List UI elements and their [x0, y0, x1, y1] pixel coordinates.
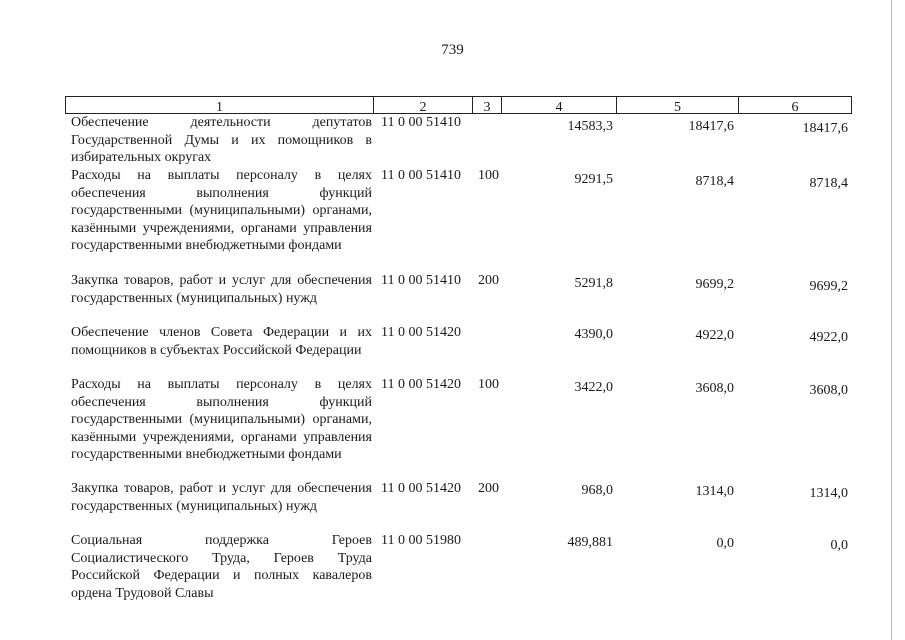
row-code: 11 0 00 51420 [381, 325, 461, 340]
row-code: 11 0 00 51980 [381, 533, 461, 548]
row-value-col5: 4922,0 [695, 328, 734, 343]
row-description: Расходы на выплаты персоналу в целях обеспечения выполнения функций государственными (муниципальными) органами, казёнными учреждениями, органами управления государственными внебюджетными фондами [71, 377, 372, 463]
row-value-col6: 3608,0 [809, 383, 848, 398]
row-value-col6: 8718,4 [809, 176, 848, 191]
row-value-col5: 3608,0 [695, 381, 734, 396]
page-number: 739 [441, 42, 464, 58]
table-header [65, 96, 852, 114]
row-value-col6: 0,0 [830, 538, 848, 553]
row-value-col6: 4922,0 [809, 330, 848, 345]
row-vr: 100 [478, 168, 499, 183]
row-value-col6: 18417,6 [802, 121, 848, 136]
row-value-col5: 0,0 [716, 536, 734, 551]
row-value-col4: 14583,3 [567, 119, 613, 134]
row-value-col4: 4390,0 [574, 327, 613, 342]
row-value-col5: 18417,6 [688, 119, 734, 134]
row-vr: 200 [478, 481, 499, 496]
row-value-col4: 968,0 [581, 483, 613, 498]
row-value-col5: 1314,0 [695, 484, 734, 499]
header-col-5: 5 [616, 97, 738, 113]
row-code: 11 0 00 51410 [381, 115, 461, 130]
row-code: 11 0 00 51410 [381, 273, 461, 288]
row-value-col6: 9699,2 [809, 279, 848, 294]
row-value-col4: 9291,5 [574, 172, 613, 187]
row-description: Социальная поддержка Героев Социалистического Труда, Героев Труда Российской Федерации и полных кавалеров ордена Трудовой Славы [71, 533, 372, 601]
row-description: Закупка товаров, работ и услуг для обеспечения государственных (муниципальных) нужд [71, 273, 372, 306]
row-vr: 200 [478, 273, 499, 288]
header-col-4: 4 [501, 97, 616, 113]
row-description: Обеспечение членов Совета Федерации и их помощников в субъектах Российской Федерации [71, 325, 372, 358]
row-value-col5: 9699,2 [695, 277, 734, 292]
row-code: 11 0 00 51420 [381, 377, 461, 392]
page-edge [891, 0, 892, 640]
row-code: 11 0 00 51420 [381, 481, 461, 496]
row-description: Закупка товаров, работ и услуг для обеспечения государственных (муниципальных) нужд [71, 481, 372, 514]
row-description: Обеспечение деятельности депутатов Государственной Думы и их помощников в избирательных округах [71, 115, 372, 166]
row-description: Расходы на выплаты персоналу в целях обеспечения выполнения функций государственными (муниципальными) органами, казёнными учреждениями, органами управления государственными внебюджетными фондами [71, 168, 372, 254]
row-value-col4: 489,881 [567, 535, 613, 550]
row-value-col6: 1314,0 [809, 486, 848, 501]
header-col-2: 2 [373, 97, 472, 113]
row-value-col5: 8718,4 [695, 174, 734, 189]
row-vr: 100 [478, 377, 499, 392]
row-value-col4: 5291,8 [574, 276, 613, 291]
header-col-3: 3 [472, 97, 501, 113]
row-code: 11 0 00 51410 [381, 168, 461, 183]
row-value-col4: 3422,0 [574, 380, 613, 395]
header-col-6: 6 [738, 97, 851, 113]
header-col-1: 1 [216, 100, 223, 115]
